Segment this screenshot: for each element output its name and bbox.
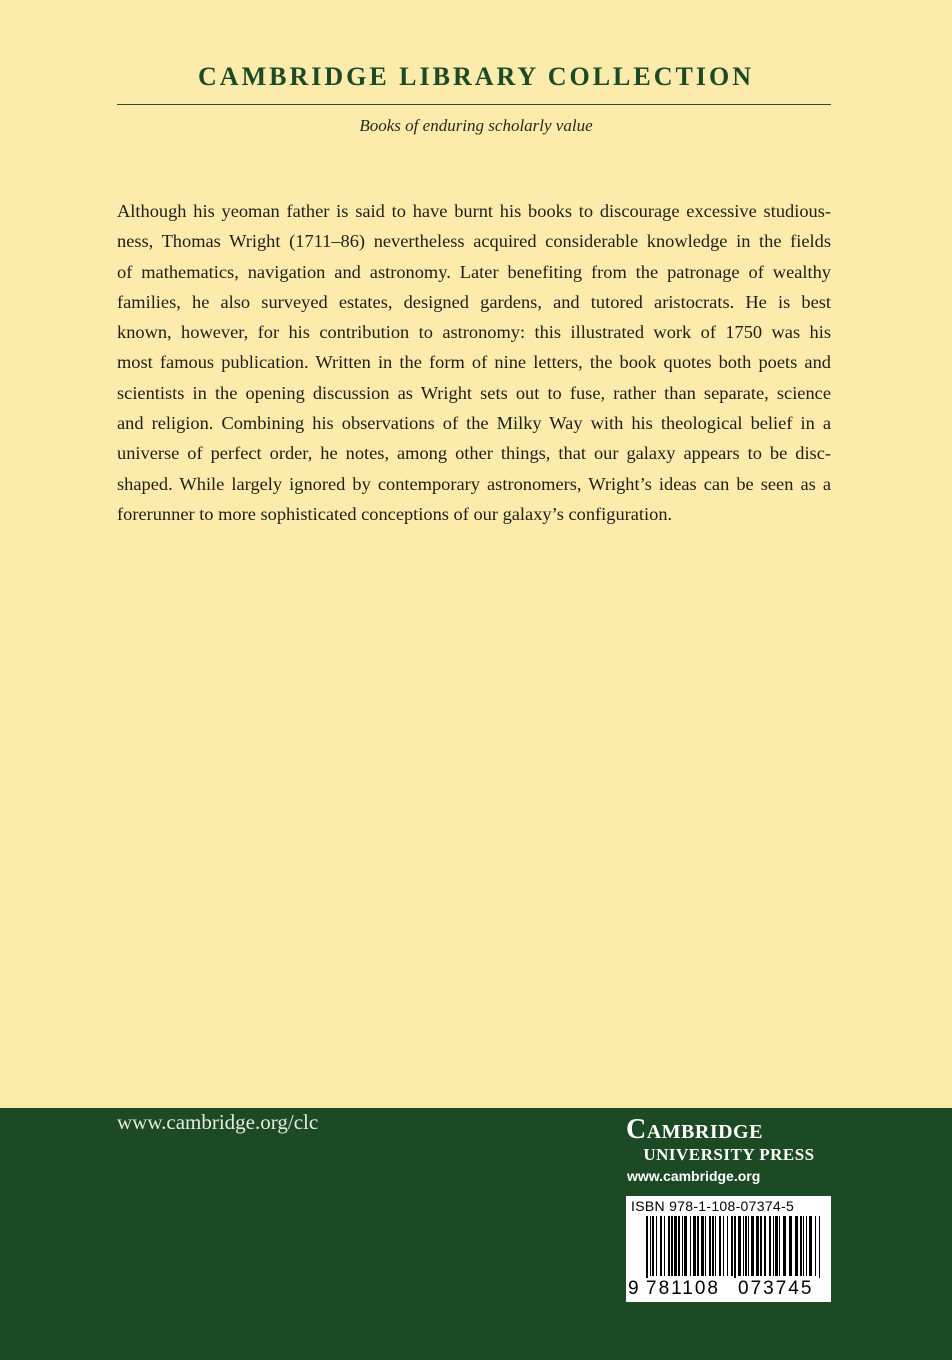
barcode-bar [671, 1216, 673, 1276]
barcode-bar [701, 1216, 704, 1276]
barcode-panel [626, 1196, 831, 1302]
barcode-bar [684, 1216, 687, 1276]
barcode-bar [789, 1216, 792, 1276]
barcode-icon [626, 1216, 831, 1278]
barcode-bar [738, 1216, 741, 1276]
barcode-bar [727, 1216, 728, 1276]
description-line: most famous publication. Written in the form of nine letters, the book quotes both poets and [117, 352, 831, 373]
barcode-bar [719, 1216, 721, 1276]
barcode-bar [674, 1216, 677, 1276]
description-line: scientists in the opening discussion as Wright sets out to fuse, rather than separate, science [117, 382, 831, 403]
description-line: universe of perfect order, he notes, among other things, that our galaxy appears to be disc- [117, 443, 831, 464]
barcode-digits [628, 1278, 828, 1300]
barcode-bar [664, 1216, 665, 1276]
description-line: of mathematics, navigation and astronomy. Later benefiting from the patronage of wealthy [117, 261, 831, 282]
barcode-bar [803, 1216, 804, 1276]
publisher-logo-name: Cambridge [626, 1114, 763, 1145]
barcode-bar [806, 1216, 807, 1276]
series-tagline: Books of enduring scholarly value [359, 116, 593, 135]
barcode-bar [764, 1216, 766, 1276]
description-line: ness, Thomas Wright (1711–86) nevertheless acquired considerable knowledge in the fields [117, 231, 831, 252]
description-line: forerunner to more sophisticated conceptions of our galaxy’s configuration. [117, 503, 673, 524]
barcode-bar [783, 1216, 786, 1276]
barcode-bar [775, 1216, 778, 1276]
barcode-bar [709, 1216, 711, 1276]
barcode-bar [748, 1216, 749, 1276]
description-line: shaped. While largely ignored by contemporary astronomers, Wright’s ideas can be seen as a [117, 473, 831, 494]
isbn-text: ISBN 978-1-108-07374-5 [631, 1198, 795, 1214]
series-url[interactable]: www.cambridge.org/clc [117, 1110, 319, 1134]
barcode-bar [745, 1216, 747, 1276]
barcode-bar [693, 1216, 696, 1276]
barcode-bar [646, 1216, 648, 1278]
header-divider [117, 104, 831, 105]
barcode-bar [779, 1216, 780, 1276]
barcode-bar [819, 1216, 820, 1278]
footer-band [0, 1108, 952, 1360]
barcode-bar [756, 1216, 759, 1276]
barcode-bar [795, 1216, 798, 1276]
barcode-bar [743, 1216, 744, 1276]
barcode-bar [650, 1216, 651, 1276]
description-line: known, however, for his contribution to astronomy: this illustrated work of 1750 was his [117, 322, 831, 343]
barcode-bar [734, 1216, 736, 1278]
barcode-bar [690, 1216, 691, 1276]
description-line: and religion. Combining his observations of the Milky Way with his theological belief in a [117, 413, 831, 434]
barcode-bar [715, 1216, 716, 1276]
barcode-bar [731, 1216, 733, 1276]
barcode-bar [800, 1216, 802, 1276]
barcode-bar [773, 1216, 774, 1276]
barcode-bar [751, 1216, 754, 1276]
description-line: families, he also surveyed estates, designed gardens, and tutored aristocrats. He is best [117, 291, 831, 312]
publisher-logo-subtitle: UNIVERSITY PRESS [643, 1145, 815, 1164]
barcode-bar [809, 1216, 812, 1276]
publisher-url[interactable]: www.cambridge.org [627, 1168, 761, 1184]
barcode-bar [697, 1216, 699, 1276]
barcode-bar [660, 1216, 662, 1276]
barcode-bar [682, 1216, 683, 1276]
barcode-bar [712, 1216, 714, 1276]
barcode-bar [760, 1216, 762, 1276]
description-line: Although his yeoman father is said to have burnt his books to discourage excessive studious- [117, 201, 831, 221]
barcode-digits-right: 073745 [738, 1278, 814, 1299]
barcode-bar [668, 1216, 670, 1276]
barcode-bar [815, 1216, 816, 1276]
barcode-digits-left: 781108 [646, 1278, 720, 1299]
barcode-digit-prefix: 9 [628, 1278, 639, 1299]
barcode-bar [705, 1216, 706, 1276]
barcode-bar [769, 1216, 771, 1276]
barcode-bar [678, 1216, 680, 1276]
book-description [117, 196, 831, 529]
barcode-bar [723, 1216, 724, 1276]
barcode-bar [656, 1216, 657, 1276]
series-title: CAMBRIDGE LIBRARY COLLECTION [198, 62, 754, 91]
barcode-bar [652, 1216, 654, 1276]
